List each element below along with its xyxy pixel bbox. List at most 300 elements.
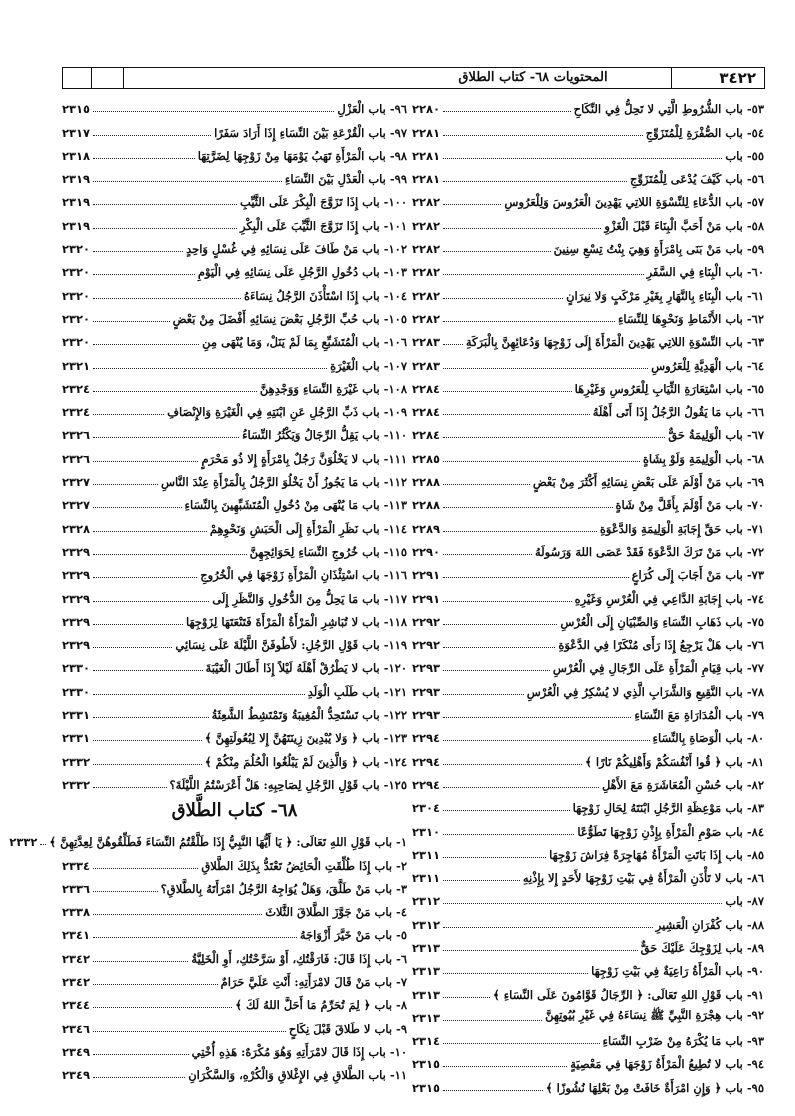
- toc-entry-page: ٢٣١٣: [412, 987, 441, 1002]
- toc-entry-page: ٢٣٤٦: [62, 1021, 91, 1036]
- toc-entry: [62, 142, 407, 165]
- toc-entry: [62, 851, 407, 874]
- toc-entry-title: ١٠٧- باب الْغَيْرَةِ: [330, 358, 407, 373]
- toc-entry-page: ٢٣٢٧: [62, 475, 91, 490]
- toc-entry-page: ٢٢٩١: [412, 591, 441, 606]
- toc-entry-title: ٨- باب ﴿ لِمَ تُحَرِّمُ مَا أَحَلَّ اللهُ لَكَ ﴾: [235, 998, 407, 1013]
- toc-entry-title: ٨٥- باب إِذَا بَاتَتِ الْمَرْأَةُ مُهَاجِرَةً فِرَاشَ زَوْجِهَا: [549, 847, 764, 862]
- toc-entry: [412, 281, 764, 304]
- toc-entry: [412, 118, 764, 141]
- toc-entry-page: ٢٣٢١: [62, 358, 91, 373]
- toc-entry: [62, 654, 407, 677]
- toc-entry-title: ٨٤- باب صَوْمِ الْمَرْأَةِ بِإِذْنِ زَوْجِهَا تَطَوُّعًا: [577, 824, 764, 839]
- toc-entry: [62, 328, 407, 351]
- toc-entry-page: ٢٣٤١: [62, 928, 91, 943]
- toc-entry-page: ٢٣١٩: [62, 195, 91, 210]
- leader-dots: [443, 670, 550, 671]
- leader-dots: [443, 204, 501, 205]
- toc-entry-title: ١١٦- باب اسْتِئْذَانِ الْمَرْأَةِ زَوْجَهَا فِي الْخُرُوجِ: [200, 568, 407, 583]
- leader-dots: [443, 158, 722, 159]
- toc-entry: [62, 95, 407, 118]
- toc-entry: [62, 747, 407, 770]
- leader-dots: [443, 531, 597, 532]
- toc-entry-title: ٥٨- باب مَنْ أَحَبَّ الْبِنَاءَ قَبْلَ الْغَزْوِ: [604, 218, 764, 233]
- leader-dots: [443, 228, 601, 229]
- toc-entry-title: ١٠٨- باب غَيْرَةِ النِّسَاءِ وَوَجْدِهِنَّ: [259, 381, 407, 396]
- toc-entry: [62, 898, 407, 921]
- toc-entry: [62, 968, 407, 991]
- leader-dots: [93, 531, 207, 532]
- toc-entry-page: ٢٢٩٠: [412, 544, 441, 559]
- leader-dots: [443, 577, 629, 578]
- toc-entry-page: ٢٣١٢: [412, 917, 441, 932]
- leader-dots: [443, 880, 520, 881]
- toc-entry: [62, 281, 407, 304]
- toc-entry-page: ٢٣١٤: [412, 1034, 441, 1049]
- toc-entry-title: ٨٨- باب كُفْرَانِ الْعَشِيرِ: [655, 917, 764, 932]
- leader-dots: [93, 1077, 185, 1078]
- toc-entry-title: ١٠٩- باب ذَبِّ الرَّجُلِ عَنِ ابْنَتِهِ فِي الْغَيْرَةِ وَالإِنْصَافِ: [167, 405, 407, 420]
- leader-dots: [443, 437, 665, 438]
- leader-dots: [443, 927, 653, 928]
- leader-dots: [93, 414, 164, 415]
- toc-entry-page: ٢٣٢٠: [62, 242, 91, 257]
- toc-entry-page: ٢٣٣٦: [62, 881, 91, 896]
- toc-entry: [62, 677, 407, 700]
- toc-entry-page: ٢٣٢٧: [62, 498, 91, 513]
- leader-dots: [93, 694, 305, 695]
- toc-entry-page: ٢٣١١: [412, 847, 441, 862]
- toc-entry: [412, 1050, 764, 1073]
- leader-dots: [443, 414, 590, 415]
- leader-dots: [443, 973, 588, 974]
- toc-entry-page: ٢٣٣١: [62, 731, 91, 746]
- toc-entry-page: ٢٢٩٣: [412, 684, 441, 699]
- toc-entry-page: ٢٣١٣: [412, 1010, 441, 1025]
- toc-entry-page: ٢٢٨٣: [412, 335, 441, 350]
- toc-entry-page: ٢٣٢٠: [62, 335, 91, 350]
- leader-dots: [93, 670, 202, 671]
- toc-entry-title: ١١١- باب لا يَخْلُوَنَّ رَجُلٌ بِامْرَأَةٍ إِلا ذُو مَحْرَمٍ: [201, 451, 407, 466]
- leader-dots: [93, 961, 188, 962]
- toc-entry-title: ٦٦- باب مَا يَقُولُ الرَّجُلُ إِذَا أَتَى أَهْلَهُ: [592, 405, 764, 420]
- toc-entry-title: ٥٧- باب الدُّعَاءِ لِلنِّسْوَةِ اللاتِي يَهْدِينَ الْعَرُوسَ وَلِلْعَرُوسِ: [504, 195, 764, 210]
- toc-entry-page: ٢٣٢٠: [62, 288, 91, 303]
- toc-entry: [412, 724, 764, 747]
- header-divider-2: [123, 68, 124, 88]
- toc-entry-page: ٢٣٠٤: [412, 801, 441, 816]
- toc-entry-title: ٨٢- باب حُسْنِ الْمُعَاشَرَةِ مَعَ الأَهْلِ: [601, 777, 764, 792]
- leader-dots: [443, 624, 557, 625]
- toc-entry-title: ٧- باب مَنْ قَالَ لامْرَأَتِهِ: أَنْتِ عَلَيَّ حَرَامٌ: [220, 974, 407, 989]
- toc-entry-title: ١٠٤- باب إِذَا اسْتَأْذَنَ الرَّجُلُ نِسَاءَهُ: [244, 288, 407, 303]
- leader-dots: [443, 601, 572, 602]
- toc-entry-title: ٩٦- باب الْعَزْلِ: [337, 102, 407, 117]
- toc-entry-page: ٢٣٣٢: [62, 777, 91, 792]
- leader-dots: [443, 1020, 542, 1021]
- toc-entry-title: ٥- باب مَنْ خَيَّرَ أَزْوَاجَهُ: [299, 928, 407, 943]
- toc-entry-title: ٩٨- باب الْمَرْأَةِ تَهَبُ يَوْمَهَا مِنْ زَوْجِهَا لِضَرَّتِهَا: [197, 148, 407, 163]
- toc-entry-page: ٢٣١٣: [412, 964, 441, 979]
- toc-entry-page: ٢٢٨٤: [412, 428, 441, 443]
- toc-entry-page: ٢٢٨٢: [412, 242, 441, 257]
- toc-entry: [62, 561, 407, 584]
- toc-entry-page: ٢٢٩٢: [412, 614, 441, 629]
- toc-entry-title: ١١٢- باب مَا يَجُوزُ أَنْ يَخْلُوَ الرَّجُلُ بِالْمَرْأَةِ عِنْدَ النَّاسِ: [160, 475, 407, 490]
- toc-entry-page: ٢٢٨١: [412, 125, 441, 140]
- leader-dots: [93, 868, 198, 869]
- toc-entry-page: ٢٣١٨: [62, 148, 91, 163]
- leader-dots: [93, 437, 239, 438]
- leader-dots: [93, 135, 211, 136]
- toc-entry-title: ٦٣- باب النِّسْوَةِ اللاتِي يَهْدِينَ الْمَرْأَةَ إِلَى زَوْجِهَا وَدُعَائِهِنَّ بِالْبَرَكَةِ: [465, 335, 764, 350]
- toc-entry-page: ٢٣٣١: [62, 708, 91, 723]
- leader-dots: [93, 937, 297, 938]
- toc-entry: [62, 468, 407, 491]
- toc-entry-title: ٥٥- باب: [725, 148, 764, 163]
- toc-entry: [62, 514, 407, 537]
- toc-entry: [62, 944, 407, 967]
- toc-entry: [412, 444, 764, 467]
- toc-entry: [412, 305, 764, 328]
- toc-entry-page: ٢٢٨٣: [412, 358, 441, 373]
- toc-entry-title: ١١٩- باب قَوْلِ الرَّجُلِ: لأَطُوفَنَّ اللَّيْلَةَ عَلَى نِسَائِي: [175, 638, 407, 653]
- toc-entry-page: ٢٣٣٠: [62, 661, 91, 676]
- leader-dots: [443, 554, 532, 555]
- leader-dots: [93, 914, 262, 915]
- toc-entry: [412, 771, 764, 794]
- toc-entry-page: ٢٢٨٤: [412, 405, 441, 420]
- toc-entry-title: ٥٣- باب الشُّرُوطِ الَّتِي لا تَحِلُّ فِي النِّكَاحِ: [573, 102, 764, 117]
- page-header: [62, 67, 765, 89]
- toc-entry-page: ٢٣٤٩: [62, 1068, 91, 1083]
- leader-dots: [93, 624, 183, 625]
- toc-entry-title: ١٢٠- باب لا يَطْرُقْ أَهْلَهُ لَيْلاً إِذَا أَطَالَ الْغَيْبَةَ: [205, 661, 407, 676]
- toc-entry-title: ١٠٥- باب حُبِّ الرَّجُلِ بَعْضَ نِسَائِهِ أَفْضَلَ مِنْ بَعْضٍ: [172, 311, 407, 326]
- leader-dots: [93, 717, 208, 718]
- header-title: المحتويات ٦٨- كتاب الطلاق: [458, 70, 608, 85]
- toc-entry-title: ١٢٢- باب تَسْتَحِدُّ الْمُغِيبَةُ وَتَمْتَشِطُ الشَّعِثَةُ: [211, 708, 407, 723]
- contents-list-nikah-continued: [62, 95, 407, 794]
- toc-entry-title: ٧٢- باب مَنْ تَرَكَ الدَّعْوَةَ فَقَدْ عَصَى اللهَ وَرَسُولَهُ: [535, 544, 764, 559]
- toc-entry-title: ٦٢- باب الأَنْمَاطِ وَنَحْوِهَا لِلنِّسَاءِ: [617, 311, 764, 326]
- toc-entry-title: ٦٨- باب الْوَلِيمَةِ وَلَوْ بِشَاةٍ: [642, 451, 764, 466]
- toc-entry-title: ١٠١- باب إِذَا تَزَوَّجَ الثَّيِّبَ عَلَى الْبِكْرِ: [240, 218, 407, 233]
- leader-dots: [443, 950, 638, 951]
- toc-entry-page: ٢٣١٥: [412, 1080, 441, 1095]
- toc-entry-title: ٨٠- باب الْوَصَاةِ بِالنِّسَاءِ: [652, 731, 764, 746]
- toc-entry-title: ٩٢- باب هِجْرَةِ النَّبِيِّ ﷺ نِسَاءَهُ فِي غَيْرِ بُيُوتِهِنَّ: [545, 1007, 764, 1022]
- leader-dots: [40, 844, 46, 845]
- toc-entry-title: ١١٨- باب لا تُبَاشِرِ الْمَرْأَةُ الْمَرْأَةَ فَتَنْعَتَهَا لِزَوْجِهَا: [186, 614, 407, 629]
- leader-dots: [93, 484, 158, 485]
- toc-entry-title: ١١٤- باب نَظَرِ الْمَرْأَةِ إِلَى الْحَبَشِ وَنَحْوِهِمْ: [209, 521, 407, 536]
- toc-entry: [62, 165, 407, 188]
- toc-entry: [62, 1014, 407, 1037]
- toc-entry: [62, 991, 407, 1014]
- header-divider-1: [91, 68, 92, 88]
- toc-entry-page: ٢٣٢٦: [62, 451, 91, 466]
- toc-entry-title: ٦٧- باب الْوَلِيمَةُ حَقٌّ: [668, 428, 764, 443]
- toc-entry-title: ٩٣- باب مَا يُكْرَهُ مِنْ ضَرْبِ النِّسَاءِ: [602, 1034, 764, 1049]
- leader-dots: [443, 391, 572, 392]
- toc-entry: [62, 188, 407, 211]
- toc-entry-title: ١٠٦- باب الْمُتَشَبِّعِ بِمَا لَمْ يَنَلْ، وَمَا يُنْهَى مِنِ: [202, 335, 407, 350]
- toc-entry-page: ٢٣١٥: [62, 102, 91, 117]
- toc-entry: [62, 1038, 407, 1061]
- toc-entry-title: ٨٣- باب مَوْعِظَةِ الرَّجُلِ ابْنَتَهُ لِحَالِ زَوْجِهَا: [572, 801, 764, 816]
- toc-entry-title: ٦- باب إِذَا قَالَ: فَارَقْتُكِ، أَوْ سَرَّحْتُكِ، أَوِ الْخَلِيَّةُ: [191, 951, 407, 966]
- toc-entry: [412, 910, 764, 933]
- toc-entry-title: ٩- باب لا طَلاقَ قَبْلَ نِكَاحٍ: [288, 1021, 407, 1036]
- leader-dots: [93, 891, 158, 892]
- toc-entry: [412, 211, 764, 234]
- toc-entry: [62, 701, 407, 724]
- toc-entry-title: ٧٧- باب قِيَامِ الْمَرْأَةِ عَلَى الرِّجَالِ فِي الْعُرْسِ: [552, 661, 764, 676]
- section-heading: ٦٨- كتاب الطَّلاق: [171, 799, 298, 821]
- toc-entry: [62, 398, 407, 421]
- toc-entry-page: ٢٢٨٢: [412, 218, 441, 233]
- toc-entry-page: ٢٣١١: [412, 871, 441, 886]
- toc-entry: [412, 328, 764, 351]
- toc-entry-page: ٢٣١٣: [412, 940, 441, 955]
- leader-dots: [93, 461, 198, 462]
- leader-dots: [443, 507, 612, 508]
- toc-entry-page: ٢٣٣٠: [62, 684, 91, 699]
- toc-entry-page: ٢٢٩٤: [412, 754, 441, 769]
- toc-entry-title: ٦٥- باب اسْتِعَارَةِ الثِّيَابِ لِلْعَرُوسِ وَغَيْرِهَا: [574, 381, 764, 396]
- toc-entry: [412, 841, 764, 864]
- leader-dots: [443, 647, 555, 648]
- toc-entry-title: ١٠٢- باب مَنْ طَافَ عَلَى نِسَائِهِ فِي غُسْلٍ وَاحِدٍ: [186, 242, 407, 257]
- toc-entry: [412, 468, 764, 491]
- toc-entry-title: ١١٥- باب خُرُوجِ النِّسَاءِ لِحَوَائِجِهِنَّ: [249, 544, 407, 559]
- toc-entry-page: ٢٢٨٨: [412, 498, 441, 513]
- toc-entry: [412, 351, 764, 374]
- leader-dots: [93, 577, 197, 578]
- toc-entry-title: ٦١- باب الْبِنَاءِ بِالنَّهَارِ بِغَيْرِ مَرْكَبٍ وَلا نِيرَانٍ: [566, 288, 764, 303]
- toc-entry-page: ٢٢٩١: [412, 568, 441, 583]
- leader-dots: [443, 484, 530, 485]
- leader-dots: [93, 764, 202, 765]
- leader-dots: [443, 903, 722, 904]
- toc-entry-title: ٩١- باب قَوْلِ اللهِ تَعَالَى: ﴿ الرِّجَالُ قَوَّامُونَ عَلَى النِّسَاءِ ﴾: [492, 987, 764, 1002]
- toc-entry: [412, 980, 764, 1003]
- contents-list-talaq: [9, 828, 407, 1084]
- toc-entry: [412, 677, 764, 700]
- toc-entry-page: ٢٣٢٠: [62, 265, 91, 280]
- leader-dots: [443, 1090, 543, 1091]
- leader-dots: [93, 554, 247, 555]
- toc-entry-page: ٢٢٩٤: [412, 777, 441, 792]
- toc-entry-title: ٦٩- باب مَنْ أَوْلَمَ عَلَى بَعْضِ نِسَائِهِ أَكْثَرَ مِنْ بَعْضٍ: [532, 475, 764, 490]
- contents-column-right: [412, 95, 764, 1097]
- leader-dots: [93, 507, 181, 508]
- leader-dots: [443, 740, 649, 741]
- toc-entry-page: ٢٣٤٤: [62, 998, 91, 1013]
- leader-dots: [443, 1043, 599, 1044]
- leader-dots: [93, 111, 334, 112]
- toc-entry-title: ٧١- باب حَقِّ إِجَابَةِ الْوَلِيمَةِ وَالدَّعْوَةِ: [599, 521, 764, 536]
- toc-entry-title: ١٢١- باب طَلَبِ الْوَلَدِ: [307, 684, 407, 699]
- leader-dots: [443, 298, 563, 299]
- toc-entry-page: ٢٣٢٩: [62, 638, 91, 653]
- toc-entry: [412, 701, 764, 724]
- toc-entry: [62, 724, 407, 747]
- leader-dots: [443, 111, 571, 112]
- leader-dots: [93, 344, 199, 345]
- leader-dots: [93, 158, 195, 159]
- toc-entry-page: ٢٢٨٢: [412, 265, 441, 280]
- toc-entry: [412, 235, 764, 258]
- toc-entry-page: ٢٣٢٩: [62, 544, 91, 559]
- toc-entry: [412, 608, 764, 631]
- toc-entry-page: ٢٢٨٩: [412, 521, 441, 536]
- leader-dots: [443, 857, 546, 858]
- toc-entry-title: ٢- باب إِذَا طُلِّقَتِ الْحَائِضُ تَعْتَدُّ بِذَلِكَ الطَّلاقِ: [201, 858, 407, 873]
- toc-entry: [412, 398, 764, 421]
- leader-dots: [93, 181, 282, 182]
- toc-entry: [412, 1027, 764, 1050]
- leader-dots: [443, 251, 551, 252]
- toc-entry: [412, 1073, 764, 1096]
- toc-entry-page: ٢٢٩٣: [412, 661, 441, 676]
- toc-entry: [62, 375, 407, 398]
- toc-entry: [9, 828, 407, 851]
- toc-entry: [412, 258, 764, 281]
- leader-dots: [443, 810, 570, 811]
- leader-dots: [443, 717, 631, 718]
- leader-dots: [443, 344, 463, 345]
- toc-entry-title: ٨٦- باب لا تَأْذَنِ الْمَرْأَةُ فِي بَيْتِ زَوْجِهَا لأَحَدٍ إِلا بِإِذْنِهِ: [522, 871, 764, 886]
- toc-entry-page: ٢٣٢٦: [62, 428, 91, 443]
- toc-entry: [62, 538, 407, 561]
- toc-entry-title: ٨١- باب ﴿ قُوا أَنْفُسَكُمْ وَأَهْلِيكُمْ نَارًا ﴾: [585, 754, 764, 769]
- toc-entry-page: ٢٣٤٩: [62, 1044, 91, 1059]
- toc-entry: [62, 875, 407, 898]
- leader-dots: [443, 1066, 567, 1067]
- toc-entry: [62, 421, 407, 444]
- toc-entry-page: ٢٣٢٨: [62, 521, 91, 536]
- toc-entry: [62, 444, 407, 467]
- toc-entry-title: ١٢٥- باب قَوْلِ الرَّجُلِ لِصَاحِبِهِ: هَلْ أَعْرَسْتُمُ اللَّيْلَةَ؟: [169, 777, 407, 792]
- toc-entry-title: ٩٥- باب ﴿ وَإِنِ امْرَأَةٌ خَافَتْ مِنْ بَعْلِهَا نُشُوزًا ﴾: [545, 1080, 764, 1095]
- toc-entry-title: ١- باب قَوْلِ اللهِ تَعَالَى: ﴿ يَا أَيُّهَا النَّبِيُّ إِذَا طَلَّقْتُمُ النِّسَاءَ فَطَلِّقُوهُنَّ لِعِدَّتِهِنَّ ﴾: [49, 835, 407, 850]
- toc-entry-page: ٢٣١٧: [62, 125, 91, 140]
- leader-dots: [93, 228, 237, 229]
- leader-dots: [443, 834, 574, 835]
- toc-entry-title: ١١- باب الطَّلاقِ فِي الإِغْلاقِ وَالْكُرْهِ، وَالسَّكْرَانِ: [188, 1068, 407, 1083]
- toc-entry: [412, 165, 764, 188]
- leader-dots: [93, 787, 166, 788]
- toc-entry: [412, 654, 764, 677]
- header-divider-3: [671, 68, 672, 88]
- toc-entry-page: ٢٣٣٢: [9, 835, 38, 850]
- leader-dots: [93, 601, 209, 602]
- toc-entry-page: ٢٣١٠: [412, 824, 441, 839]
- toc-entry-page: ٢٣٢٤: [62, 405, 91, 420]
- toc-entry: [412, 95, 764, 118]
- leader-dots: [93, 298, 241, 299]
- header-page-number: ٣٤٢٢: [719, 69, 756, 87]
- toc-entry-title: ٨٧- باب: [725, 894, 764, 909]
- toc-entry: [412, 747, 764, 770]
- toc-entry: [412, 934, 764, 957]
- toc-entry-title: ٧٤- باب إِجَابَةِ الدَّاعِي فِي الْعُرْسِ وَغَيْرِهِ: [574, 591, 764, 606]
- toc-entry-page: ٢٢٩٢: [412, 638, 441, 653]
- toc-entry-page: ٢٢٨١: [412, 148, 441, 163]
- leader-dots: [443, 764, 582, 765]
- toc-entry: [412, 421, 764, 444]
- toc-entry: [62, 305, 407, 328]
- leader-dots: [443, 181, 627, 182]
- leader-dots: [443, 274, 643, 275]
- toc-entry-title: ٨٩- باب لِزَوْجِكَ عَلَيْكَ حَقٌّ: [640, 940, 764, 955]
- toc-entry: [412, 817, 764, 840]
- toc-entry-title: ١٠- باب إِذَا قَالَ لامْرَأَتِهِ وَهُوَ مُكْرَهٌ: هَذِهِ أُخْتِي: [191, 1044, 407, 1059]
- toc-entry-title: ١١٣- باب مَا يُنْهَى مِنْ دُخُولِ الْمُتَشَبِّهِينَ بِالنِّسَاءِ: [184, 498, 407, 513]
- leader-dots: [443, 997, 490, 998]
- toc-entry: [412, 142, 764, 165]
- toc-entry-title: ٩٤- باب لا تُطِيعُ الْمَرْأَةُ زَوْجَهَا فِي مَعْصِيَةٍ: [570, 1057, 764, 1072]
- toc-entry-page: ٢٣٢٤: [62, 381, 91, 396]
- contents-column-left: [9, 95, 407, 1084]
- toc-entry: [412, 794, 764, 817]
- toc-entry-title: ٧٨- باب النَّقِيعِ وَالشَّرَابِ الَّذِي لا يُسْكِرُ فِي الْعُرْسِ: [526, 684, 764, 699]
- leader-dots: [93, 368, 327, 369]
- leader-dots: [93, 321, 170, 322]
- leader-dots: [93, 251, 183, 252]
- toc-entry-title: ١٢٤- باب ﴿ وَالَّذِينَ لَمْ يَبْلُغُوا الْحُلُمَ مِنْكُمْ ﴾: [204, 754, 407, 769]
- toc-entry-page: ٢٢٩٣: [412, 708, 441, 723]
- toc-entry-title: ٧٦- باب هَلْ يَرْجِعُ إِذَا رَأَى مُنْكَرًا فِي الدَّعْوَةِ: [558, 638, 764, 653]
- leader-dots: [93, 740, 202, 741]
- toc-entry-page: ٢٢٨٥: [412, 451, 441, 466]
- toc-entry: [412, 188, 764, 211]
- toc-entry-page: ٢٣٤٢: [62, 974, 91, 989]
- toc-entry-page: ٢٣٤٢: [62, 951, 91, 966]
- toc-entry-page: ٢٣٣٨: [62, 905, 91, 920]
- toc-entry-page: ٢٢٨٨: [412, 475, 441, 490]
- toc-entry: [62, 631, 407, 654]
- toc-entry-title: ٩٧- باب الْقُرْعَةِ بَيْنَ النِّسَاءِ إِذَا أَرَادَ سَفَرًا: [214, 125, 407, 140]
- toc-entry-page: ٢٣٢٩: [62, 614, 91, 629]
- toc-entry: [412, 514, 764, 537]
- toc-entry: [62, 921, 407, 944]
- toc-entry: [412, 887, 764, 910]
- toc-entry-page: ٢٢٨٢: [412, 195, 441, 210]
- leader-dots: [443, 461, 640, 462]
- leader-dots: [93, 274, 195, 275]
- leader-dots: [443, 787, 599, 788]
- toc-entry: [412, 538, 764, 561]
- leader-dots: [443, 135, 643, 136]
- toc-entry-page: ٢٣١٩: [62, 172, 91, 187]
- toc-entry: [62, 351, 407, 374]
- leader-dots: [93, 1054, 189, 1055]
- toc-entry-page: ٢٢٨٠: [412, 102, 441, 117]
- toc-entry: [62, 211, 407, 234]
- toc-entry-page: ٢٣٣٤: [62, 858, 91, 873]
- toc-entry: [62, 491, 407, 514]
- toc-entry-page: ٢٢٨٤: [412, 381, 441, 396]
- toc-entry-title: ١٠٠- باب إِذَا تَزَوَّجَ الْبِكْرَ عَلَى الثَّيِّبِ: [240, 195, 407, 210]
- toc-entry: [412, 631, 764, 654]
- toc-entry: [412, 375, 764, 398]
- toc-entry: [412, 864, 764, 887]
- toc-entry-title: ٣- باب مَنْ طَلَّقَ، وَهَلْ يُوَاجِهُ الرَّجُلُ امْرَأَتَهُ بِالطَّلاقِ؟: [160, 881, 407, 896]
- toc-entry-page: ٢٣١٢: [412, 894, 441, 909]
